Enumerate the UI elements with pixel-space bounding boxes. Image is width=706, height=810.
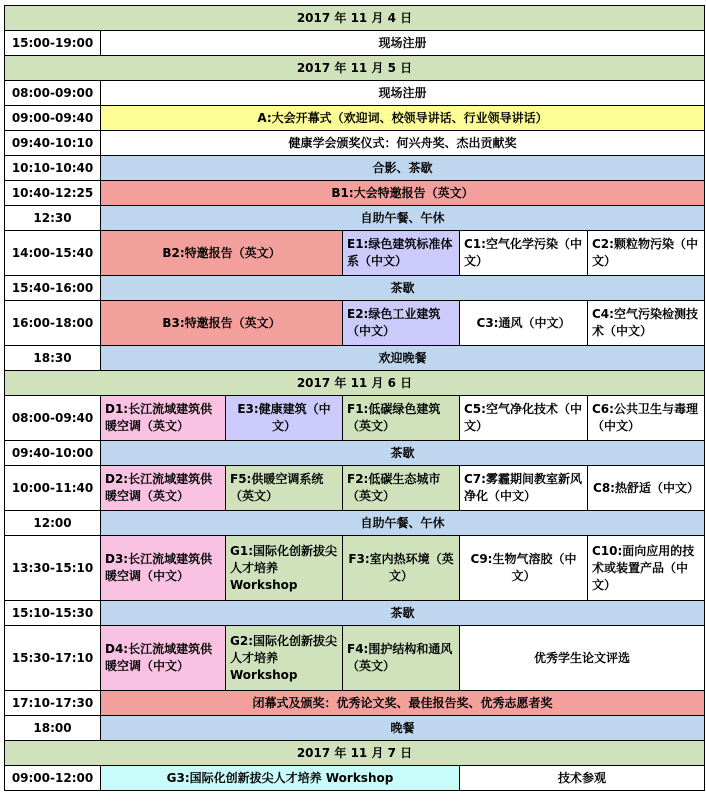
award-ceremony-cell: 健康学会颁奖仪式：何兴舟奖、杰出贡献奖 (101, 131, 705, 156)
session-g3-cell: G3:国际化创新拔尖人才培养 Workshop (101, 766, 460, 791)
session-b2-cell: B2:特邀报告（英文） (101, 231, 343, 276)
time-cell: 15:00-19:00 (5, 31, 101, 56)
session-e3-cell: E3:健康建筑（中文） (226, 396, 343, 441)
opening-ceremony-cell: A:大会开幕式（欢迎词、校领导讲话、行业领导讲话） (101, 106, 705, 131)
lunch-cell: 自助午餐、午休 (101, 206, 705, 231)
date-header-day3: 2017 年 11 月 6 日 (5, 371, 705, 396)
session-c9-cell: C9:生物气溶胶（中文） (460, 536, 588, 601)
session-c5-cell: C5:空气净化技术（中文） (460, 396, 588, 441)
welcome-dinner-cell: 欢迎晚餐 (101, 346, 705, 371)
time-cell: 15:30-17:10 (5, 626, 101, 691)
time-cell: 15:10-15:30 (5, 601, 101, 626)
time-cell: 08:00-09:00 (5, 81, 101, 106)
session-f4-cell: F4:围护结构和通风（英文） (343, 626, 460, 691)
session-d3-cell: D3:长江流域建筑供暖空调（中文） (101, 536, 226, 601)
keynote-b1-cell: B1:大会特邀报告（英文） (101, 181, 705, 206)
session-d4-cell: D4:长江流域建筑供暖空调（中文） (101, 626, 226, 691)
session-c2-cell: C2:颗粒物污染（中文） (588, 231, 705, 276)
schedule-table (4, 5, 705, 791)
registration-cell: 现场注册 (101, 81, 705, 106)
session-c6-cell: C6:公共卫生与毒理（中文） (588, 396, 705, 441)
session-d2-cell: D2:长江流域建筑供暖空调（英文） (101, 466, 226, 511)
closing-ceremony-cell: 闭幕式及颁奖：优秀论文奖、最佳报告奖、优秀志愿者奖 (101, 691, 705, 716)
session-f3-cell: F3:室内热环境（英文） (343, 536, 460, 601)
tea-break-cell: 茶歇 (101, 276, 705, 301)
student-paper-award-cell: 优秀学生论文评选 (460, 626, 705, 691)
session-b3-cell: B3:特邀报告（英文） (101, 301, 343, 346)
session-g1-cell: G1:国际化创新拔尖人才培养 Workshop (226, 536, 343, 601)
time-cell: 18:00 (5, 716, 101, 741)
technical-tour-cell: 技术参观 (460, 766, 705, 791)
tea-break-cell: 茶歇 (101, 601, 705, 626)
time-cell: 09:00-09:40 (5, 106, 101, 131)
session-e1-cell: E1:绿色建筑标准体系（中文） (343, 231, 460, 276)
session-c10-cell: C10:面向应用的技术或装置产品（中文） (588, 536, 705, 601)
date-header-day2: 2017 年 11 月 5 日 (5, 56, 705, 81)
time-cell: 18:30 (5, 346, 101, 371)
time-cell: 13:30-15:10 (5, 536, 101, 601)
date-header-day1: 2017 年 11 月 4 日 (5, 6, 705, 31)
session-c7-cell: C7:雾霾期间教室新风净化（中文） (460, 466, 588, 511)
time-cell: 09:40-10:00 (5, 441, 101, 466)
time-cell: 12:30 (5, 206, 101, 231)
session-c8-cell: C8:热舒适（中文） (588, 466, 705, 511)
time-cell: 08:00-09:40 (5, 396, 101, 441)
dinner-cell: 晚餐 (101, 716, 705, 741)
time-cell: 10:00-11:40 (5, 466, 101, 511)
date-header-day4: 2017 年 11 月 7 日 (5, 741, 705, 766)
registration-cell: 现场注册 (101, 31, 705, 56)
time-cell: 10:40-12:25 (5, 181, 101, 206)
session-f1-cell: F1:低碳绿色建筑（英文） (343, 396, 460, 441)
time-cell: 15:40-16:00 (5, 276, 101, 301)
session-g2-cell: G2:国际化创新拔尖人才培养 Workshop (226, 626, 343, 691)
session-c1-cell: C1:空气化学污染（中文） (460, 231, 588, 276)
lunch-cell: 自助午餐、午休 (101, 511, 705, 536)
time-cell: 10:10-10:40 (5, 156, 101, 181)
time-cell: 09:40-10:10 (5, 131, 101, 156)
time-cell: 17:10-17:30 (5, 691, 101, 716)
photo-break-cell: 合影、茶歇 (101, 156, 705, 181)
session-f2-cell: F2:低碳生态城市（英文） (343, 466, 460, 511)
session-c4-cell: C4:空气污染检测技术（中文） (588, 301, 705, 346)
time-cell: 16:00-18:00 (5, 301, 101, 346)
session-c3-cell: C3:通风（中文） (460, 301, 588, 346)
session-d1-cell: D1:长江流域建筑供暖空调（英文） (101, 396, 226, 441)
time-cell: 14:00-15:40 (5, 231, 101, 276)
session-f5-cell: F5:供暖空调系统（英文） (226, 466, 343, 511)
time-cell: 09:00-12:00 (5, 766, 101, 791)
time-cell: 12:00 (5, 511, 101, 536)
tea-break-cell: 茶歇 (101, 441, 705, 466)
session-e2-cell: E2:绿色工业建筑（中文） (343, 301, 460, 346)
